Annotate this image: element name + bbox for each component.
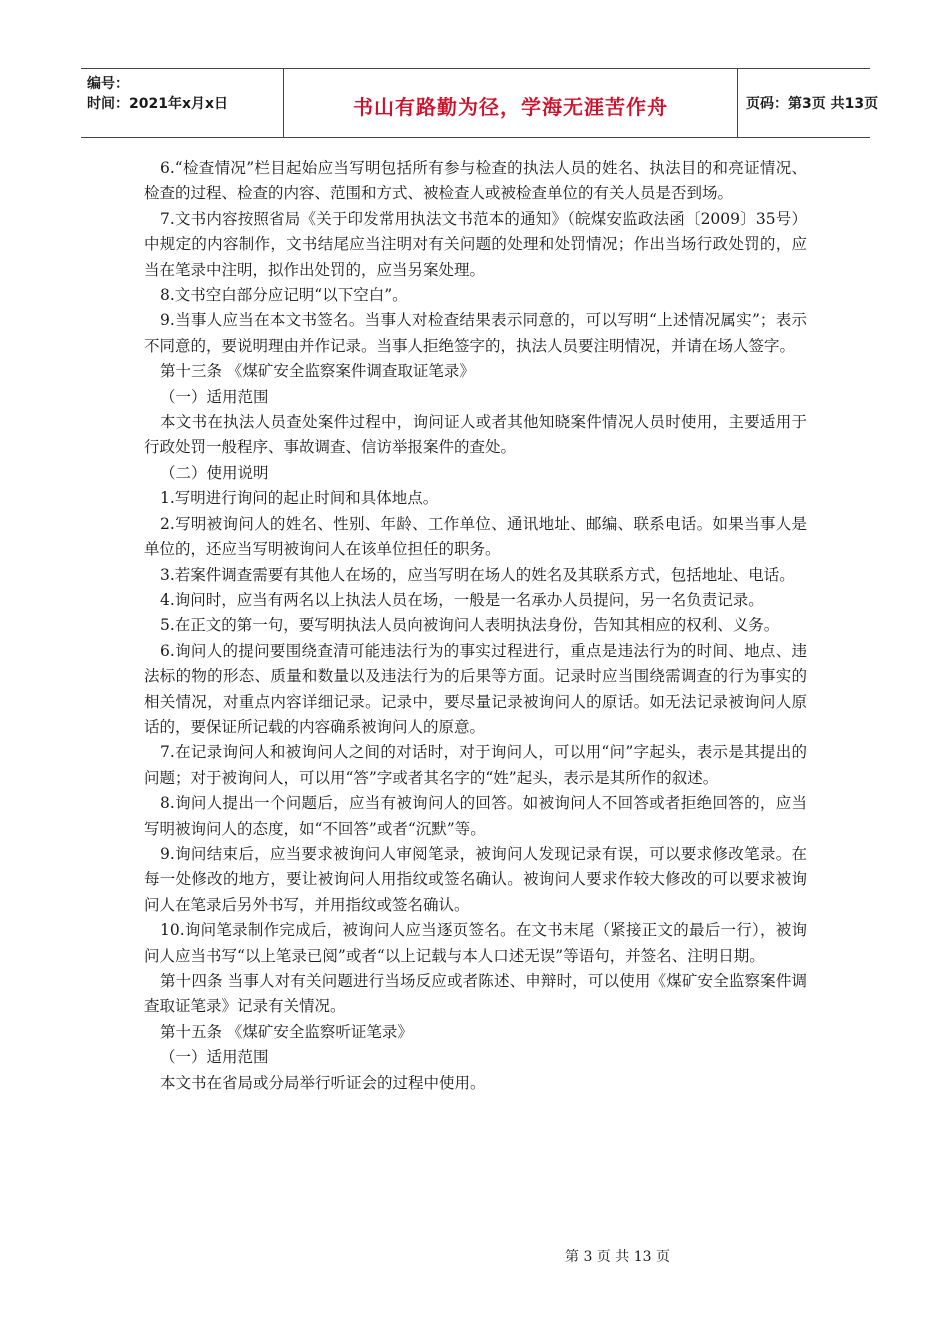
paragraph: 7.在记录询问人和被询问人之间的对话时，对于询问人，可以用“问”字起头，表示是其提出的问题；对于被询问人，可以用“答”字或者其名字的“姓”起头，表示是其所作的叙述。 — [144, 743, 807, 787]
paragraph: 本文书在省局或分局举行听证会的过程中使用。 — [160, 1073, 486, 1092]
section-heading: 第十三条 《煤矿安全监察案件调查取证笔录》 — [160, 362, 475, 381]
paragraph: 8.文书空白部分应记明“以下空白”。 — [160, 286, 408, 305]
paragraph: 3.若案件调查需要有其他人在场的，应当写明在场人的姓名及其联系方式，包括地址、电话。 — [160, 565, 795, 584]
document-number-label: 编号： — [87, 76, 129, 92]
header-meta — [81, 69, 283, 137]
subsection-heading: （一）适用范围 — [160, 387, 269, 406]
paragraph: 6.询问人的提问要围绕查清可能违法行为的事实过程进行，重点是违法行为的时间、地点、违法标的物的形态、质量和数量以及违法行为的后果等方面。记录时应当围绕需调查的行为事实的相关情况，对重点内容详细记录。记录中，要尽量记录被询问人的原话。如无法记录被询问人原话的，要保证所记载的内容确系被询问人的原意。 — [144, 641, 807, 736]
paragraph: 6.“检查情况”栏目起始应当写明包括所有参与检查的执法人员的姓名、执法目的和亮证情况、检查的过程、检查的内容、范围和方式、被检查人或被检查单位的有关人员是否到场。 — [144, 159, 807, 203]
section-heading: 第十四条 当事人对有关问题进行当场反应或者陈述、申辩时，可以使用《煤矿安全监察案件调查取证笔录》记录有关情况。 — [144, 972, 807, 1016]
header-page-number: 页码：第3页 共13页 — [746, 96, 879, 112]
paragraph: 本文书在执法人员查处案件过程中，询问证人或者其他知晓案件情况人员时使用，主要适用于行政处罚一般程序、事故调查、信访举报案件的查处。 — [144, 413, 807, 457]
paragraph: 5.在正文的第一句，要写明执法人员向被询问人表明执法身份，告知其相应的权利、义务。 — [160, 616, 780, 635]
section-heading: 第十五条 《煤矿安全监察听证笔录》 — [160, 1022, 413, 1041]
paragraph: 10.询问笔录制作完成后，被询问人应当逐页签名。在文书末尾（紧接正文的最后一行），被询问人应当书写“以上笔录已阅”或者“以上记载与本人口述无误”等语句，并签名、注明日期。 — [144, 921, 807, 965]
page-header — [81, 68, 879, 138]
paragraph: 4.询问时，应当有两名以上执法人员在场，一般是一名承办人员提问，另一名负责记录。 — [160, 590, 764, 609]
header-page-cell — [738, 69, 879, 137]
header-motto-cell — [283, 69, 738, 137]
paragraph: 9.询问结束后，应当要求被询问人审阅笔录，被询问人发现记录有误，可以要求修改笔录。在每一处修改的地方，要让被询问人用指纹或签名确认。被询问人要求作较大修改的可以要求被询问人在笔录后另外书写，并用指纹或签名确认。 — [144, 844, 807, 914]
paragraph: 7.文书内容按照省局《关于印发常用执法文书范本的通知》（皖煤安监政法函〔2009〕35号）中规定的内容制作，文书结尾应当注明对有关问题的处理和处罚情况；作出当场行政处罚的，应当在笔录中注明，拟作出处罚的，应当另案处理。 — [144, 209, 807, 279]
document-time-label: 时间：2021年x月x日 — [87, 96, 229, 112]
page-footer: 第 3 页 共 13 页 — [565, 1249, 670, 1265]
paragraph: 9.当事人应当在本文书签名。当事人对检查结果表示同意的，可以写明“上述情况属实”；表示不同意的，要说明理由并作记录。当事人拒绝签字的，执法人员要注明情况，并请在场人签字。 — [144, 311, 807, 355]
header-motto: 书山有路勤为径，学海无涯苦作舟 — [353, 95, 668, 119]
paragraph: 2.写明被询问人的姓名、性别、年龄、工作单位、通讯地址、邮编、联系电话。如果当事人是单位的，还应当写明被询问人在该单位担任的职务。 — [144, 514, 807, 559]
paragraph: 8.询问人提出一个问题后，应当有被询问人的回答。如被询问人不回答或者拒绝回答的，应当写明被询问人的态度，如“不回答”或者“沉默”等。 — [144, 794, 807, 838]
subsection-heading: （二）使用说明 — [160, 463, 269, 482]
document-body — [144, 156, 807, 1096]
paragraph: 1.写明进行询问的起止时间和具体地点。 — [160, 489, 439, 508]
subsection-heading: （一）适用范围 — [160, 1048, 269, 1067]
